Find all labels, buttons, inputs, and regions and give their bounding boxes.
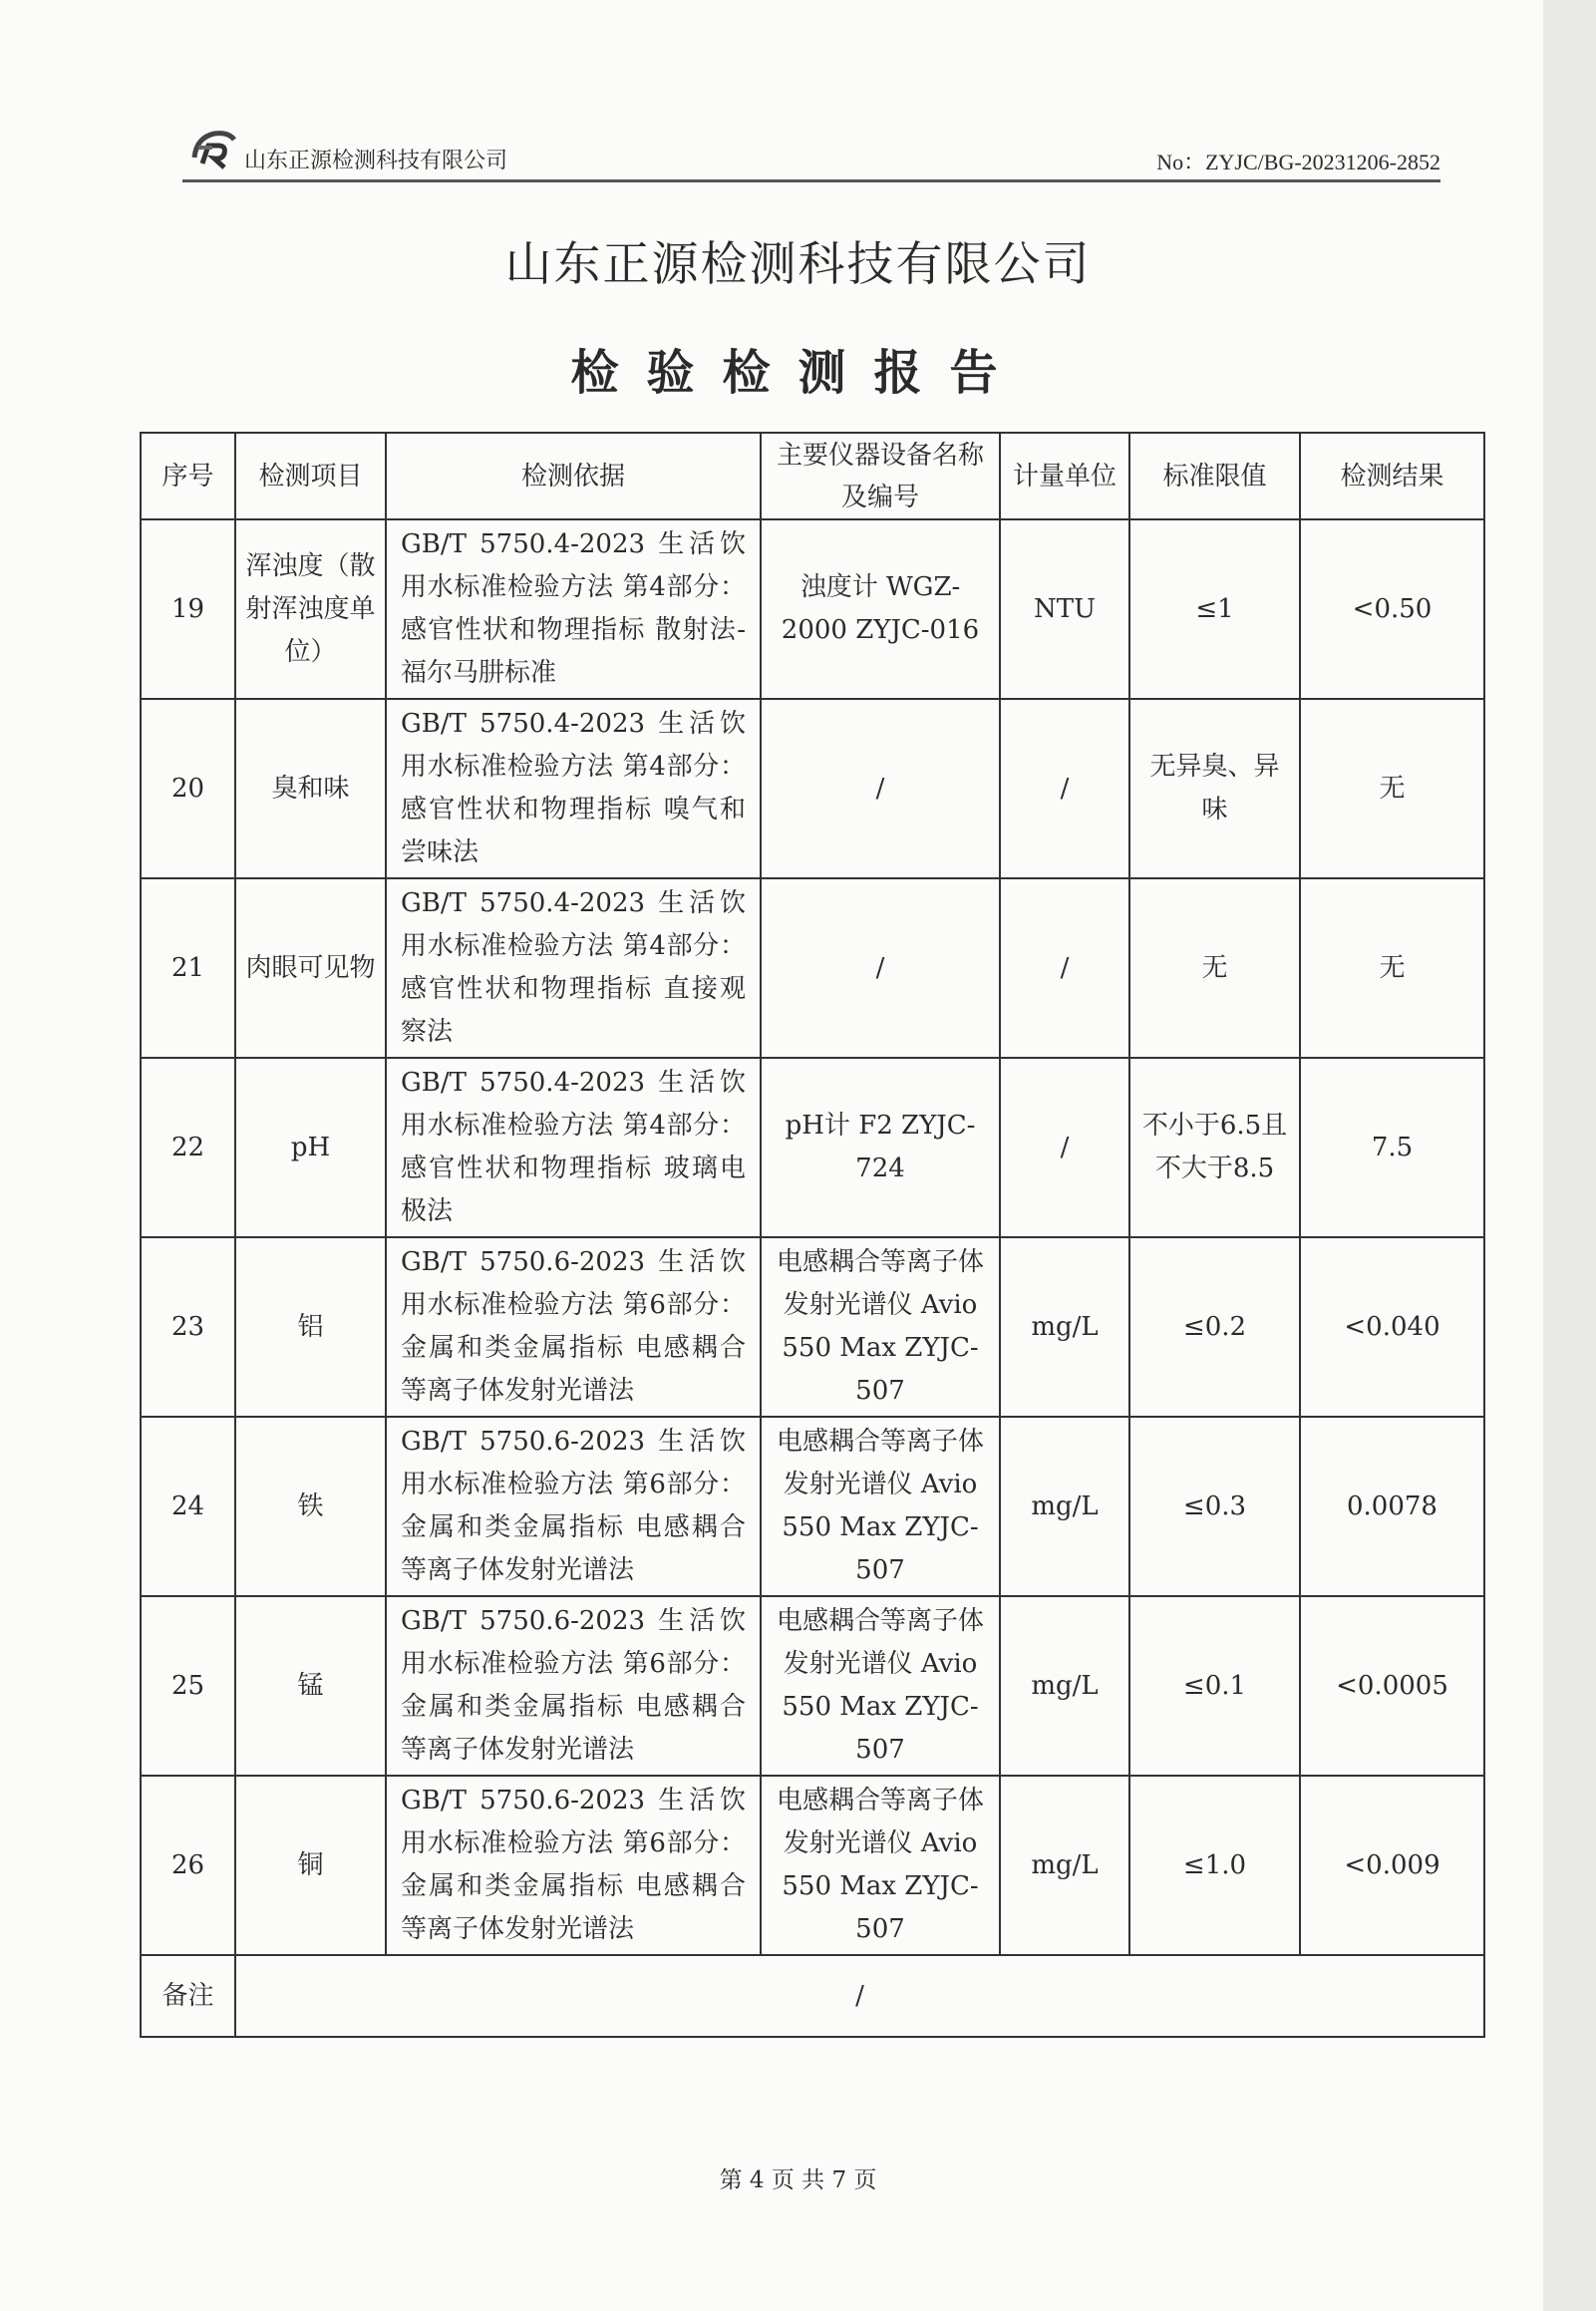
cell-no: 19 [141, 519, 235, 699]
cell-basis: GB/T 5750.4-2023 生活饮用水标准检验方法 第4部分：感官性状和物理指标 散射法-福尔马肼标准 [386, 519, 761, 699]
cell-instrument: / [761, 878, 1000, 1058]
cell-basis: GB/T 5750.4-2023 生活饮用水标准检验方法 第4部分：感官性状和物理指标 嗅气和尝味法 [386, 699, 761, 878]
page-footer: 第 4 页 共 7 页 [719, 2167, 877, 2193]
cell-basis: GB/T 5750.6-2023 生活饮用水标准检验方法 第6部分：金属和类金属指标 电感耦合等离子体发射光谱法 [386, 1596, 761, 1776]
header-basis: 检测依据 [386, 433, 761, 519]
cell-basis: GB/T 5750.6-2023 生活饮用水标准检验方法 第6部分：金属和类金属指标 电感耦合等离子体发射光谱法 [386, 1237, 761, 1417]
cell-item: 肉眼可见物 [235, 878, 386, 1058]
header-item: 检测项目 [235, 433, 386, 519]
cell-unit: / [1000, 699, 1129, 878]
header-no: 序号 [141, 433, 235, 519]
cell-result: <0.009 [1300, 1776, 1484, 1955]
table-row [141, 1237, 1484, 1417]
company-logo-icon [188, 124, 240, 169]
cell-result: 0.0078 [1300, 1417, 1484, 1596]
cell-unit: mg/L [1000, 1776, 1129, 1955]
cell-result: 无 [1300, 878, 1484, 1058]
cell-unit: NTU [1000, 519, 1129, 699]
table-row [141, 1417, 1484, 1596]
cell-limit: 不小于6.5且不大于8.5 [1129, 1058, 1300, 1237]
table-row [141, 1596, 1484, 1776]
cell-instrument: 电感耦合等离子体发射光谱仪 Avio 550 Max ZYJC-507 [761, 1417, 1000, 1596]
cell-limit: ≤1.0 [1129, 1776, 1300, 1955]
cell-no: 25 [141, 1596, 235, 1776]
cell-unit: mg/L [1000, 1596, 1129, 1776]
remark-row [141, 1955, 1484, 2037]
cell-basis: GB/T 5750.6-2023 生活饮用水标准检验方法 第6部分：金属和类金属指标 电感耦合等离子体发射光谱法 [386, 1776, 761, 1955]
cell-limit: ≤0.2 [1129, 1237, 1300, 1417]
cell-no: 21 [141, 878, 235, 1058]
table-row [141, 699, 1484, 878]
cell-result: 7.5 [1300, 1058, 1484, 1237]
cell-item: 铜 [235, 1776, 386, 1955]
cell-no: 20 [141, 699, 235, 878]
table-header-row [141, 433, 1484, 519]
cell-result: 无 [1300, 699, 1484, 878]
cell-limit: ≤1 [1129, 519, 1300, 699]
cell-result: <0.040 [1300, 1237, 1484, 1417]
cell-basis: GB/T 5750.6-2023 生活饮用水标准检验方法 第6部分：金属和类金属指标 电感耦合等离子体发射光谱法 [386, 1417, 761, 1596]
cell-unit: mg/L [1000, 1237, 1129, 1417]
cell-instrument: 浊度计 WGZ-2000 ZYJC-016 [761, 519, 1000, 699]
report-title: 检验检测报告 [570, 345, 1026, 401]
cell-limit: 无异臭、异味 [1129, 699, 1300, 878]
page-header [182, 118, 1440, 182]
header-result: 检测结果 [1300, 433, 1484, 519]
cell-instrument: pH计 F2 ZYJC-724 [761, 1058, 1000, 1237]
scan-edge [1543, 0, 1596, 2311]
cell-item: 锰 [235, 1596, 386, 1776]
table-row [141, 519, 1484, 699]
header-company-name: 山东正源检测科技有限公司 [244, 149, 508, 173]
remark-label: 备注 [141, 1955, 235, 2037]
report-number: No：ZYJC/BG-20231206-2852 [1156, 150, 1440, 174]
header-limit: 标准限值 [1129, 433, 1300, 519]
cell-item: 浑浊度（散射浑浊度单位） [235, 519, 386, 699]
cell-unit: / [1000, 1058, 1129, 1237]
cell-limit: ≤0.1 [1129, 1596, 1300, 1776]
cell-item: 铝 [235, 1237, 386, 1417]
remark-value: / [235, 1955, 1484, 2037]
cell-instrument: / [761, 699, 1000, 878]
cell-instrument: 电感耦合等离子体发射光谱仪 Avio 550 Max ZYJC-507 [761, 1237, 1000, 1417]
cell-no: 26 [141, 1776, 235, 1955]
header-instrument: 主要仪器设备名称及编号 [761, 433, 1000, 519]
results-table [140, 432, 1485, 2038]
cell-no: 23 [141, 1237, 235, 1417]
cell-unit: / [1000, 878, 1129, 1058]
cell-result: <0.50 [1300, 519, 1484, 699]
cell-result: <0.0005 [1300, 1596, 1484, 1776]
cell-basis: GB/T 5750.4-2023 生活饮用水标准检验方法 第4部分：感官性状和物理指标 直接观察法 [386, 878, 761, 1058]
cell-item: pH [235, 1058, 386, 1237]
cell-instrument: 电感耦合等离子体发射光谱仪 Avio 550 Max ZYJC-507 [761, 1596, 1000, 1776]
cell-no: 22 [141, 1058, 235, 1237]
cell-limit: ≤0.3 [1129, 1417, 1300, 1596]
table-row [141, 878, 1484, 1058]
cell-unit: mg/L [1000, 1417, 1129, 1596]
table-row [141, 1776, 1484, 1955]
cell-item: 铁 [235, 1417, 386, 1596]
table-row [141, 1058, 1484, 1237]
cell-instrument: 电感耦合等离子体发射光谱仪 Avio 550 Max ZYJC-507 [761, 1776, 1000, 1955]
cell-basis: GB/T 5750.4-2023 生活饮用水标准检验方法 第4部分：感官性状和物理指标 玻璃电极法 [386, 1058, 761, 1237]
cell-item: 臭和味 [235, 699, 386, 878]
header-unit: 计量单位 [1000, 433, 1129, 519]
cell-limit: 无 [1129, 878, 1300, 1058]
company-title: 山东正源检测科技有限公司 [504, 237, 1092, 292]
cell-no: 24 [141, 1417, 235, 1596]
